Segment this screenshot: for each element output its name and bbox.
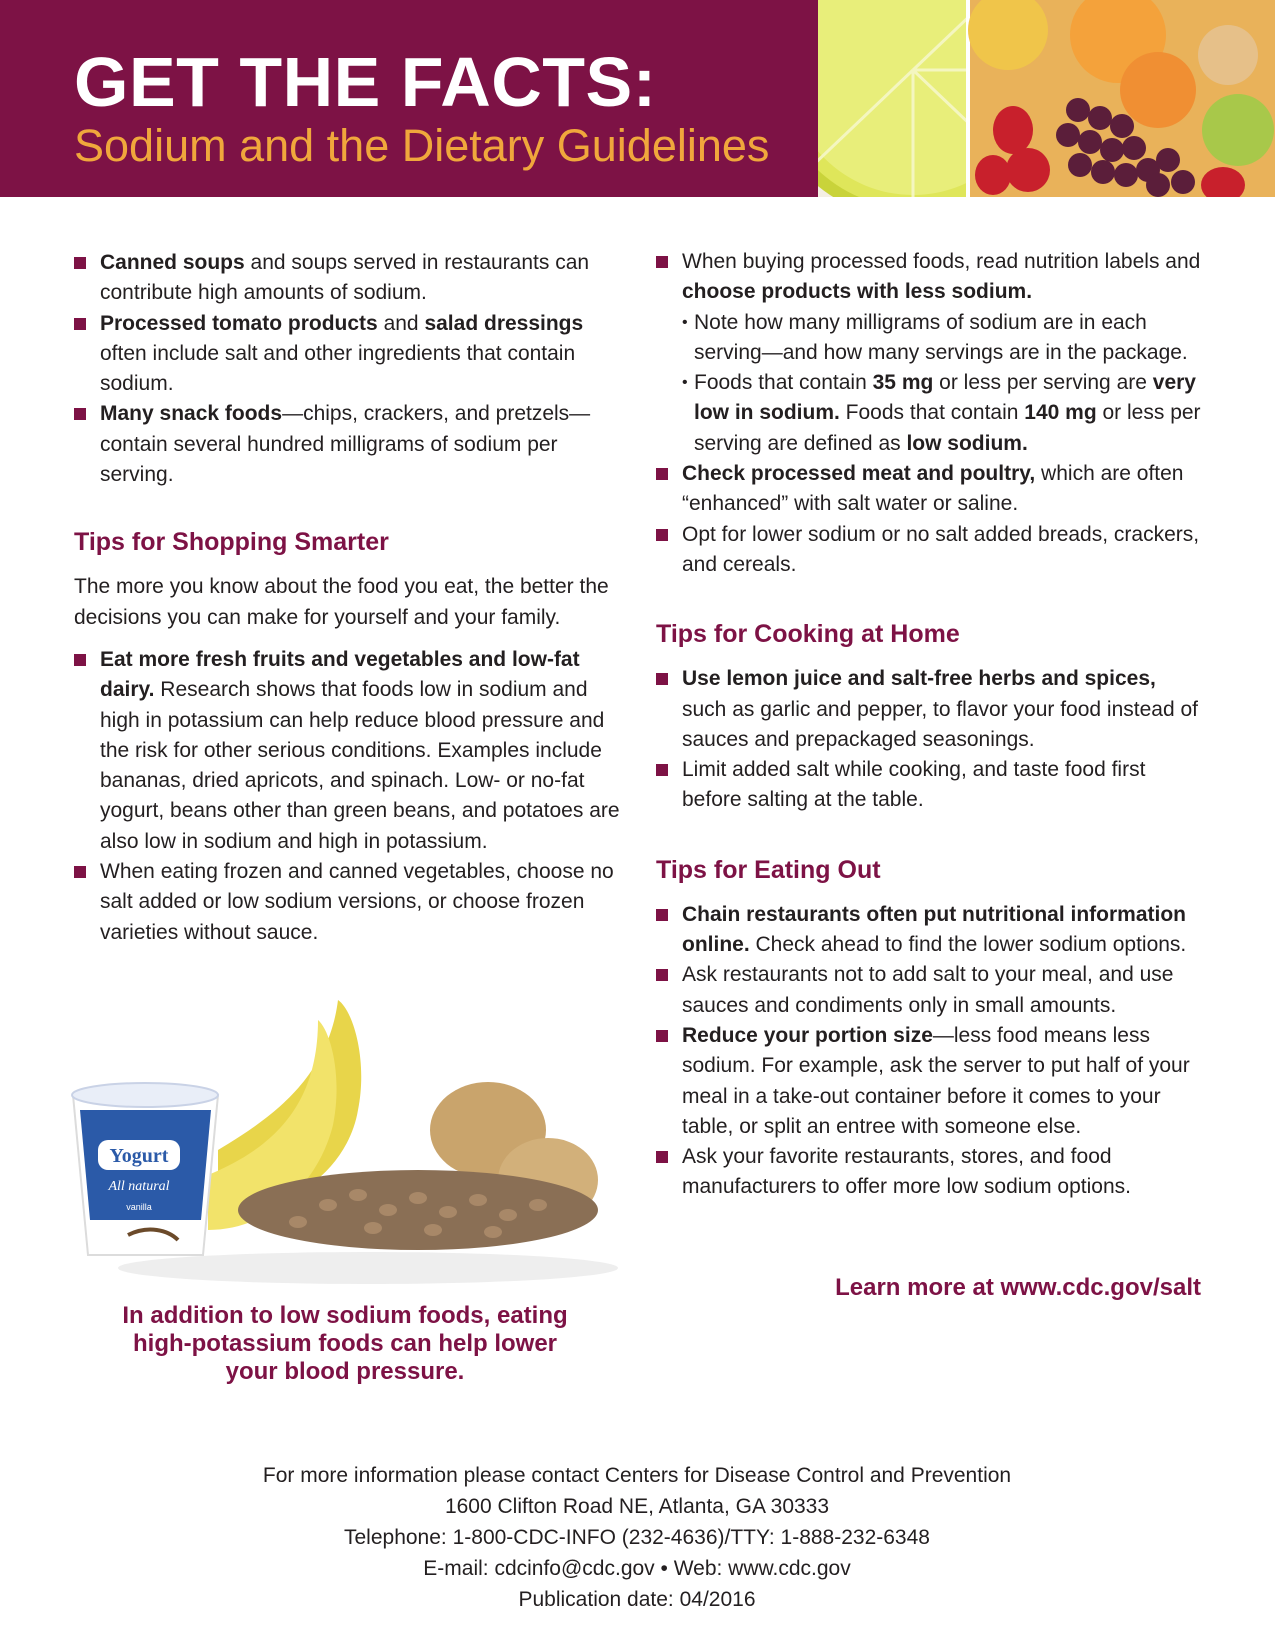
footer-publication-date: Publication date: 04/2016 (518, 1588, 756, 1611)
page-subtitle: Sodium and the Dietary Guidelines (74, 120, 770, 171)
potassium-callout: In addition to low sodium foods, eating high-potassium foods can help lower your blood pressure. (122, 1302, 568, 1385)
list-item: Check processed meat and poultry, which are often “enhanced” with salt water or saline. (656, 459, 1206, 520)
list-item: When eating frozen and canned vegetables, choose no salt added or low sodium versions, or choose frozen varieties without sauce. (74, 857, 624, 948)
footer-address: 1600 Clifton Road NE, Atlanta, GA 30333 (444, 1495, 830, 1518)
cooking-bullet-list (656, 664, 1206, 815)
list-item: Limit added salt while cooking, and taste food first before salting at the table. (656, 755, 1206, 816)
learn-more-link[interactable]: Learn more at www.cdc.gov/salt (835, 1274, 1201, 1301)
list-item: Ask your favorite restaurants, stores, and food manufacturers to offer more low sodium options. (656, 1142, 1206, 1203)
right-column (656, 247, 1206, 1203)
label-bullet-list (656, 247, 1206, 580)
yogurt-label: Yogurt (109, 1145, 169, 1167)
sub-list-item: • Note how many milligrams of sodium are in each serving—and how many servings are in the package. (682, 308, 1206, 369)
list-item: Ask restaurants not to add salt to your meal, and use sauces and condiments only in small amounts. (656, 960, 1206, 1021)
cooking-heading: Tips for Cooking at Home (656, 620, 960, 649)
shopping-heading: Tips for Shopping Smarter (74, 528, 389, 557)
list-item: Reduce your portion size—less food means less sodium. For example, ask the server to put half of your meal in a take-out container before it comes to your table, or split an entree with someone else. (656, 1021, 1206, 1142)
list-item: Opt for lower sodium or no salt added breads, crackers, and cereals. (656, 520, 1206, 581)
list-item: Eat more fresh fruits and vegetables and low-fat dairy. Research shows that foods low in sodium and high in potassium can help reduce blood pressure and the risk for other serious conditions. Examples include bananas, dried apricots, and spinach. Low- or no-fat yogurt, beans other than green beans, and potatoes are also low in sodium and high in potassium. (74, 645, 624, 857)
list-item: Many snack foods—chips, crackers, and pretzels—contain several hundred milligrams of sodium per serving. (74, 399, 624, 490)
footer-contact (137, 1460, 1137, 1615)
food-photo (68, 1000, 618, 1290)
shopping-bullet-list (74, 645, 624, 948)
sub-bullet-list (682, 308, 1206, 459)
shopping-intro: The more you know about the food you eat, the better the decisions you can make for yourself and your family. (74, 575, 609, 629)
eating-out-bullet-list (656, 900, 1206, 1203)
footer-telephone: Telephone: 1-800-CDC-INFO (232-4636)/TTY: 1-888-232-6348 (344, 1526, 930, 1549)
yogurt-flavor: vanilla (126, 1202, 152, 1212)
list-item: Chain restaurants often put nutritional information online. Check ahead to find the lower sodium options. (656, 900, 1206, 961)
eating-out-heading: Tips for Eating Out (656, 855, 881, 884)
page-title: GET THE FACTS: (74, 43, 657, 121)
fruit-photo (818, 0, 1275, 197)
yogurt-sublabel: All natural (108, 1179, 170, 1194)
list-item: Canned soups and soups served in restaurants can contribute high amounts of sodium. (74, 248, 624, 309)
list-item: When buying processed foods, read nutrition labels and choose products with less sodium. • Note how many milligrams of sodium are in each serving—and how many servings are in the package. • Foods that contain 35 mg or less per serving are very low in sodium. Foods that contain 140 mg or less per serving are defined as low sodium. (656, 247, 1206, 459)
footer-email-web: E-mail: cdcinfo@cdc.gov • Web: www.cdc.gov (423, 1557, 851, 1580)
intro-bullet-list (74, 248, 624, 490)
list-item: Processed tomato products and salad dressings often include salt and other ingredients that contain sodium. (74, 309, 624, 400)
list-item: Use lemon juice and salt-free herbs and spices, such as garlic and pepper, to flavor your food instead of sauces and prepackaged seasonings. (656, 664, 1206, 755)
header-banner (0, 0, 1275, 197)
left-column (74, 248, 624, 948)
footer-line: For more information please contact Centers for Disease Control and Prevention (262, 1464, 1012, 1487)
sub-list-item: • Foods that contain 35 mg or less per serving are very low in sodium. Foods that contain 140 mg or less per serving are defined as low sodium. (682, 368, 1206, 459)
